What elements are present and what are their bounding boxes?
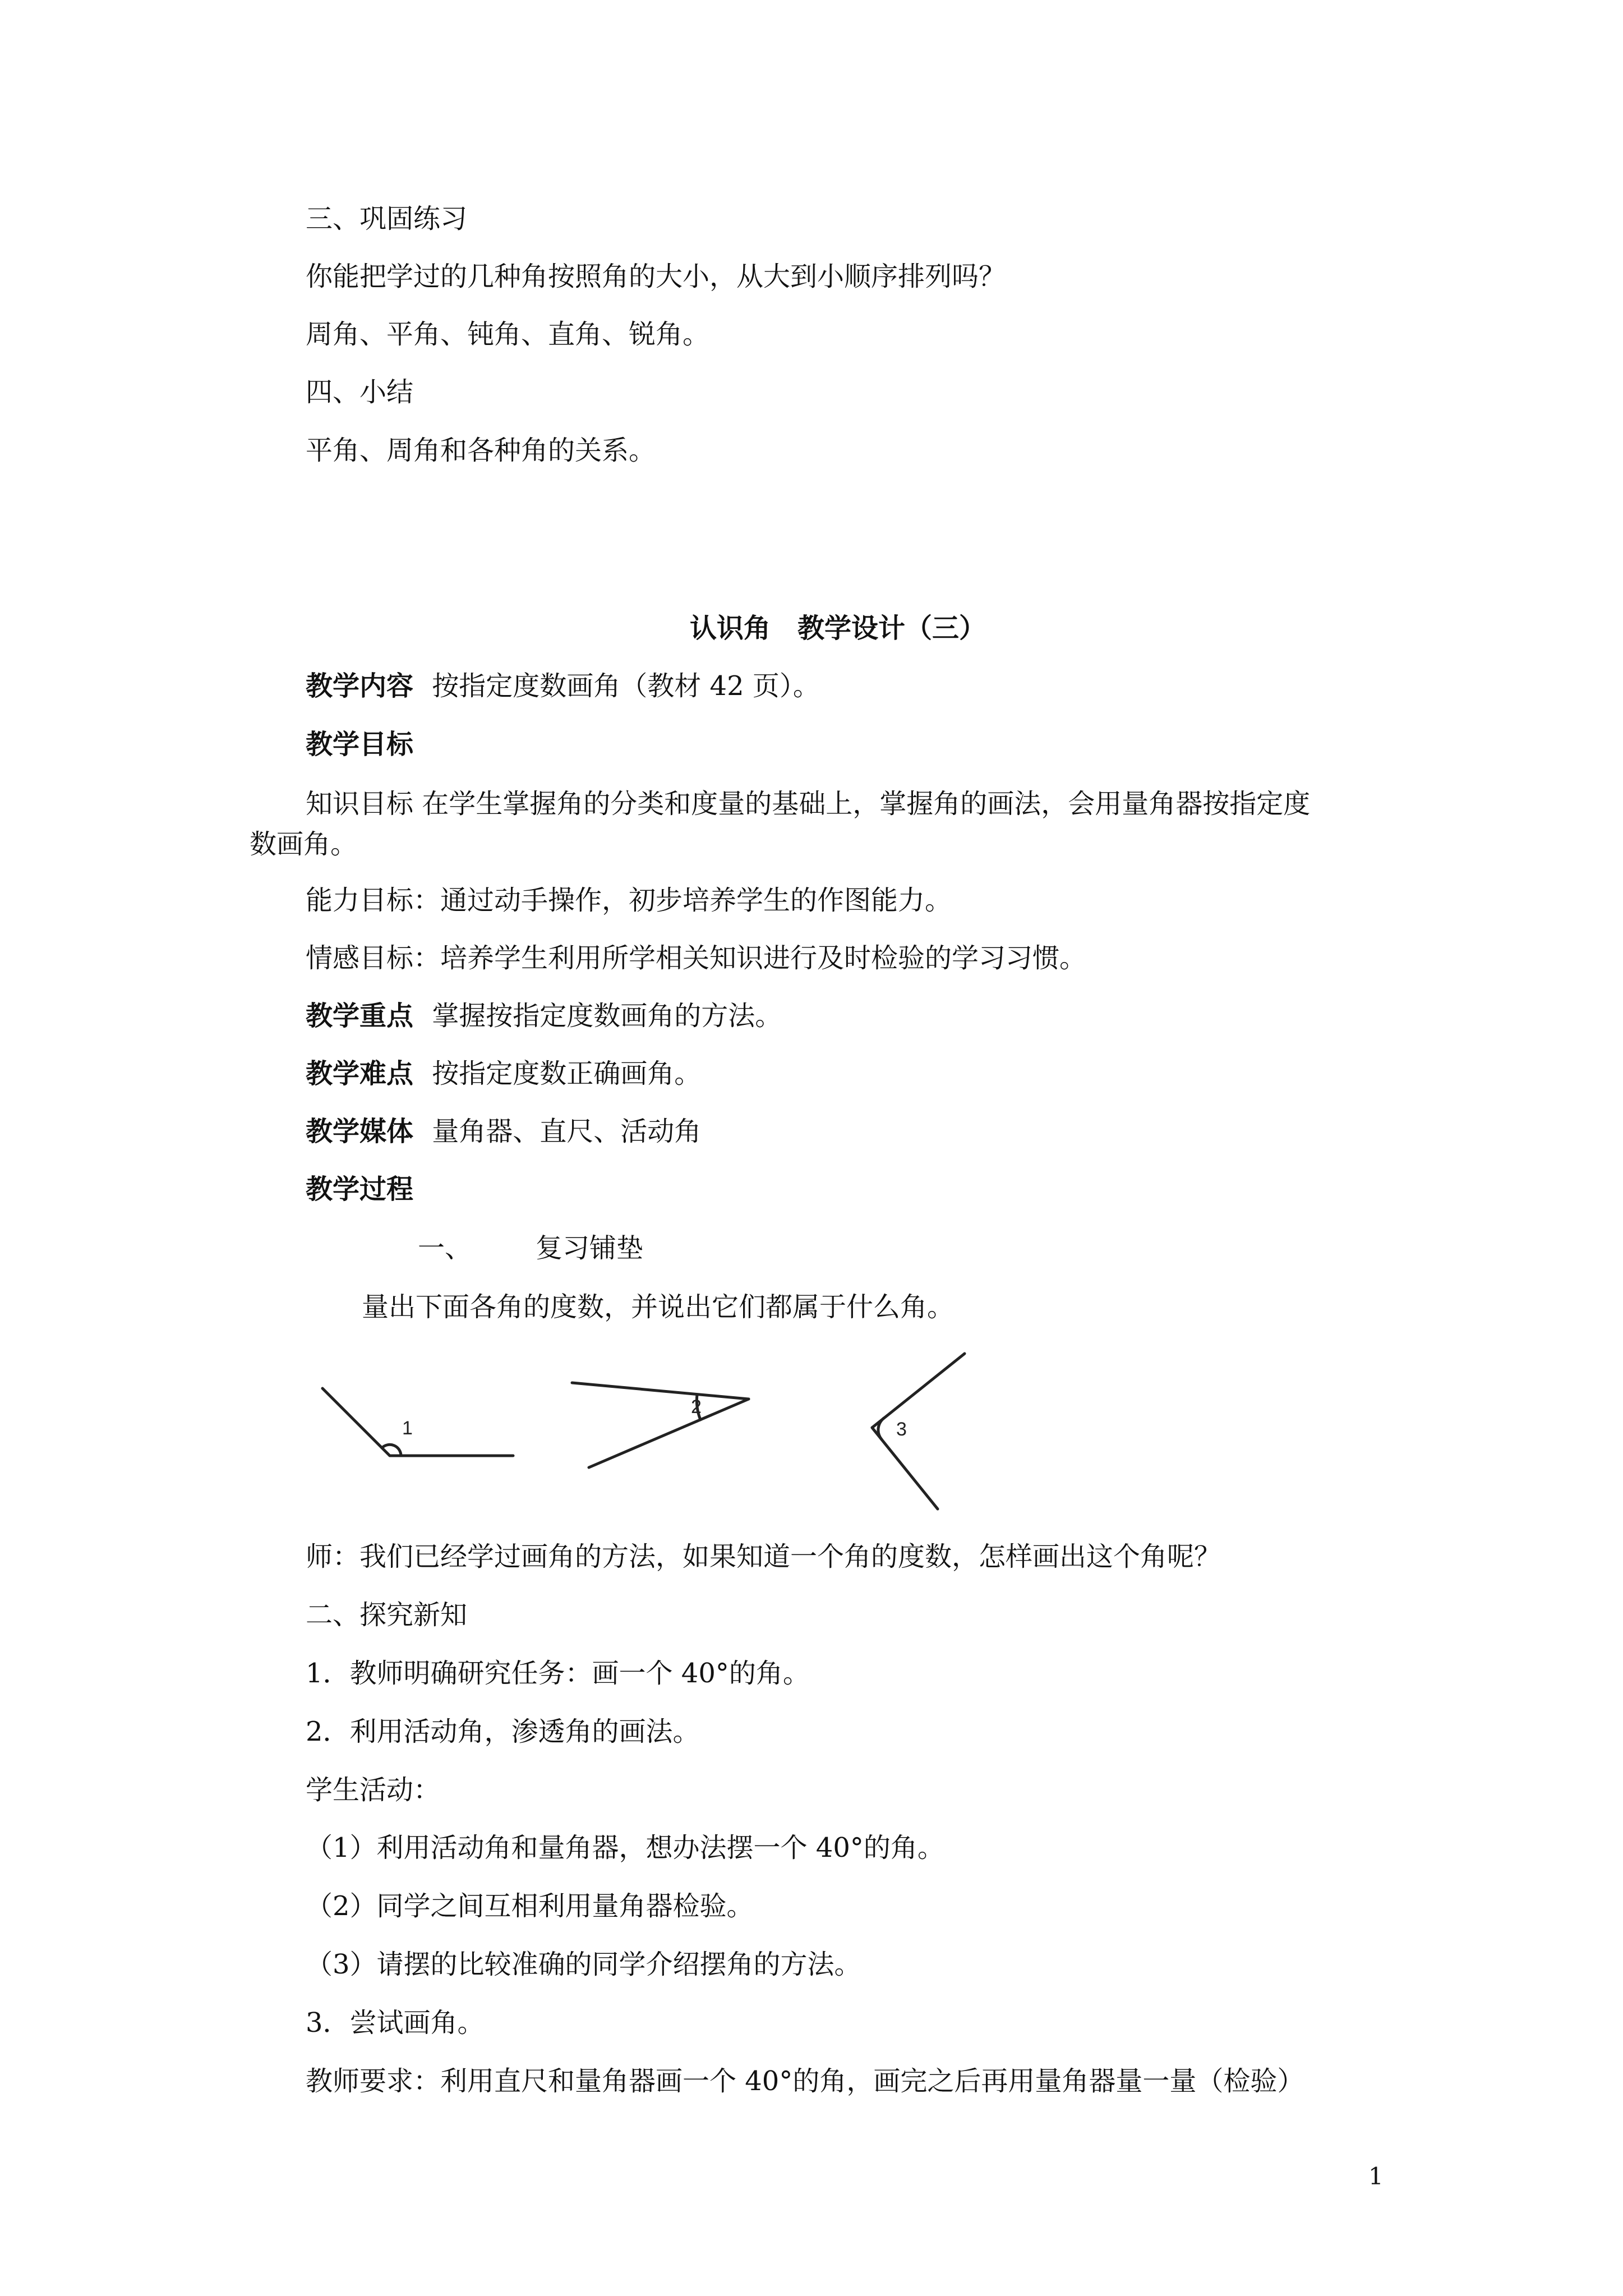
section3-heading: 三、巩固练习 [306, 203, 468, 234]
section4-heading: 四、小结 [306, 376, 414, 408]
activity-item-2: （2）同学之间互相利用量角器检验。 [306, 1890, 754, 1922]
angle-2 [572, 1383, 749, 1467]
explore-step3: 3．尝试画角。 [306, 2007, 485, 2039]
teaching-media-label: 教学媒体 [306, 1116, 414, 1147]
teaching-content-label: 教学内容 [306, 670, 414, 702]
explore-heading: 二、探究新知 [306, 1599, 468, 1631]
ability-objective: 能力目标：通过动手操作，初步培养学生的作图能力。 [306, 885, 952, 916]
review-number: 一、 [418, 1232, 472, 1264]
knowledge-objective-line1: 知识目标 在学生掌握角的分类和度量的基础上，掌握角的画法，会用量角器按指定度 [306, 788, 1311, 820]
teaching-focus-label: 教学重点 [306, 1000, 414, 1032]
page-number: 1 [1368, 2162, 1384, 2190]
teaching-difficulty-label: 教学难点 [306, 1058, 414, 1089]
teaching-process-label: 教学过程 [306, 1174, 414, 1205]
knowledge-objective-line2: 数画角。 [250, 829, 358, 860]
student-activity-label: 学生活动： [306, 1774, 441, 1806]
review-heading: 复习铺垫 [536, 1232, 644, 1264]
explore-step1: 1．教师明确研究任务：画一个 40°的角。 [306, 1658, 810, 1689]
review-instruction: 量出下面各角的度数，并说出它们都属于什么角。 [362, 1291, 955, 1323]
teacher-requirement: 教师要求：利用直尺和量角器画一个 40°的角，画完之后再用量角器量一量（检验） [306, 2065, 1304, 2097]
objectives-label: 教学目标 [306, 729, 414, 760]
teaching-content-text: 按指定度数画角（教材 42 页）。 [432, 670, 820, 702]
section3-question: 你能把学过的几种角按照角的大小，从大到小顺序排列吗？ [306, 261, 1006, 292]
angle-3 [872, 1354, 965, 1509]
teaching-focus-text: 掌握按指定度数画角的方法。 [432, 1000, 782, 1032]
section4-text: 平角、周角和各种角的关系。 [306, 435, 656, 466]
explore-step2: 2．利用活动角，渗透角的画法。 [306, 1716, 700, 1747]
angle-2-label: 2 [691, 1396, 702, 1418]
teaching-media-text: 量角器、直尺、活动角 [432, 1116, 702, 1147]
emotion-objective: 情感目标：培养学生利用所学相关知识进行及时检验的学习习惯。 [306, 942, 1087, 974]
angle-1 [322, 1388, 513, 1456]
teacher-question: 师：我们已经学过画角的方法，如果知道一个角的度数，怎样画出这个角呢？ [306, 1541, 1221, 1572]
activity-item-3: （3）请摆的比较准确的同学介绍摆角的方法。 [306, 1949, 861, 1980]
teaching-difficulty-text: 按指定度数正确画角。 [432, 1058, 702, 1089]
section3-answer: 周角、平角、钝角、直角、锐角。 [306, 319, 710, 350]
angle-1-label: 1 [402, 1418, 413, 1439]
page-title: 认识角 教学设计（三） [690, 613, 986, 644]
activity-item-1: （1）利用活动角和量角器，想办法摆一个 40°的角。 [306, 1832, 944, 1864]
angle-3-label: 3 [896, 1419, 907, 1440]
